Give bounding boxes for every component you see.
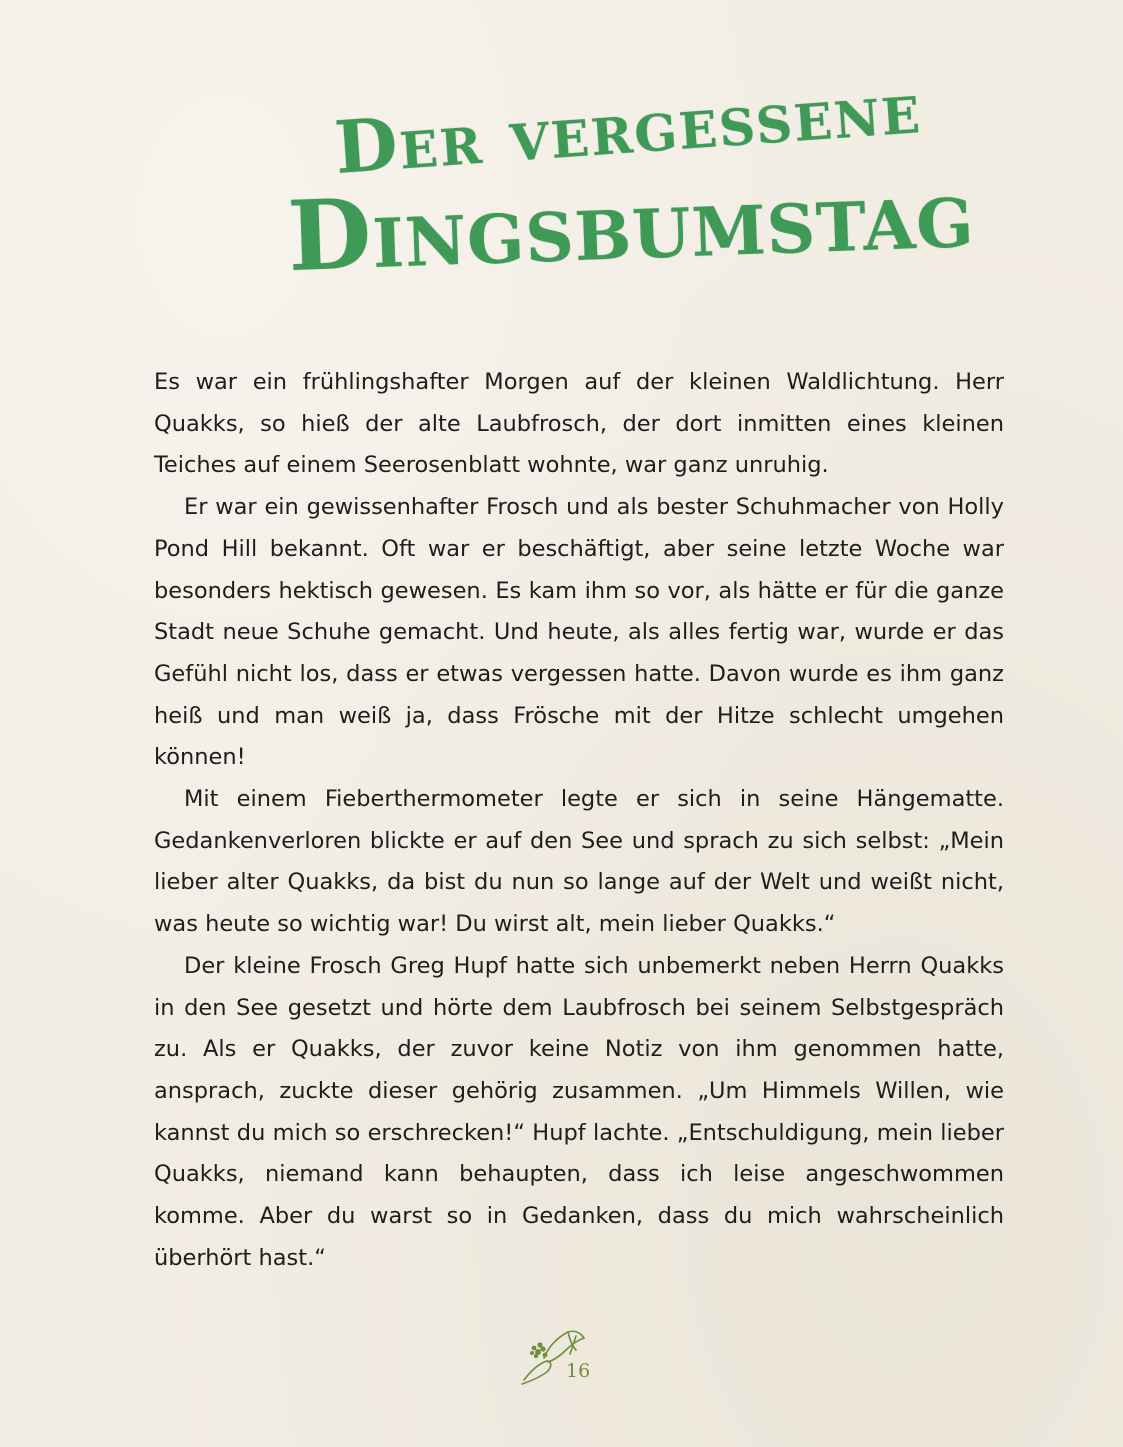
chapter-title-line-2: Dingsbumstag xyxy=(286,156,977,293)
paragraph-1: Es war ein frühlingshafter Morgen auf der kleinen Waldlichtung. Herr Quakks, so hieß der alte Laubfrosch, der dort inmitten eines kleinen Teiches auf einem Seerosenblatt wohnte, war ganz unruhig. xyxy=(154,369,1004,479)
page-footer xyxy=(514,1322,594,1392)
chapter-title-line-1: Der vergessene xyxy=(332,64,925,190)
page-number: 16 xyxy=(566,1360,591,1382)
chapter-title xyxy=(0,64,1123,310)
paragraph-4: Der kleine Frosch Greg Hupf hatte sich unbemerkt neben Herrn Quakks in den See gesetzt und hörte dem Laubfrosch bei seinem Selbstgespräch zu. Als er Quakks, der zuvor keine Notiz von ihm genommen hatte, ansprach, zuckte dieser gehörig zusammen. „Um Himmels Willen, wie kannst du mich so erschrecken!“ Hupf lachte. „Entschuldigung, mein lieber Quakks, niemand kann behaupten, dass ich leise angeschwommen komme. Aber du warst so in Gedanken, dass du mich wahrscheinlich überhört hast.“ xyxy=(154,952,1004,1271)
paragraph-3: Mit einem Fieberthermometer legte er sich in seine Hängematte. Gedankenverloren blickte er auf den See und sprach zu sich selbst: „Mein lieber alter Quakks, da bist du nun so lange auf der Welt und weißt nicht, was heute so wichtig war! Du wirst alt, mein lieber Quakks.“ xyxy=(154,786,1004,938)
paragraph-2: Er war ein gewissenhafter Frosch und als bester Schuhmacher von Holly Pond Hill bekannt. Oft war er beschäftigt, aber seine letzte Woche war besonders hektisch gewesen. Es kam ihm so vor, als hätte er für die ganze Stadt neue Schuhe gemacht. Und heute, als alles fertig war, wurde er das Gefühl nicht los, dass er etwas vergessen hatte. Davon wurde es ihm ganz heiß und man weiß ja, dass Frösche mit der Hitze schlecht umgehen können! xyxy=(154,494,1004,771)
story-text xyxy=(154,362,1004,1279)
